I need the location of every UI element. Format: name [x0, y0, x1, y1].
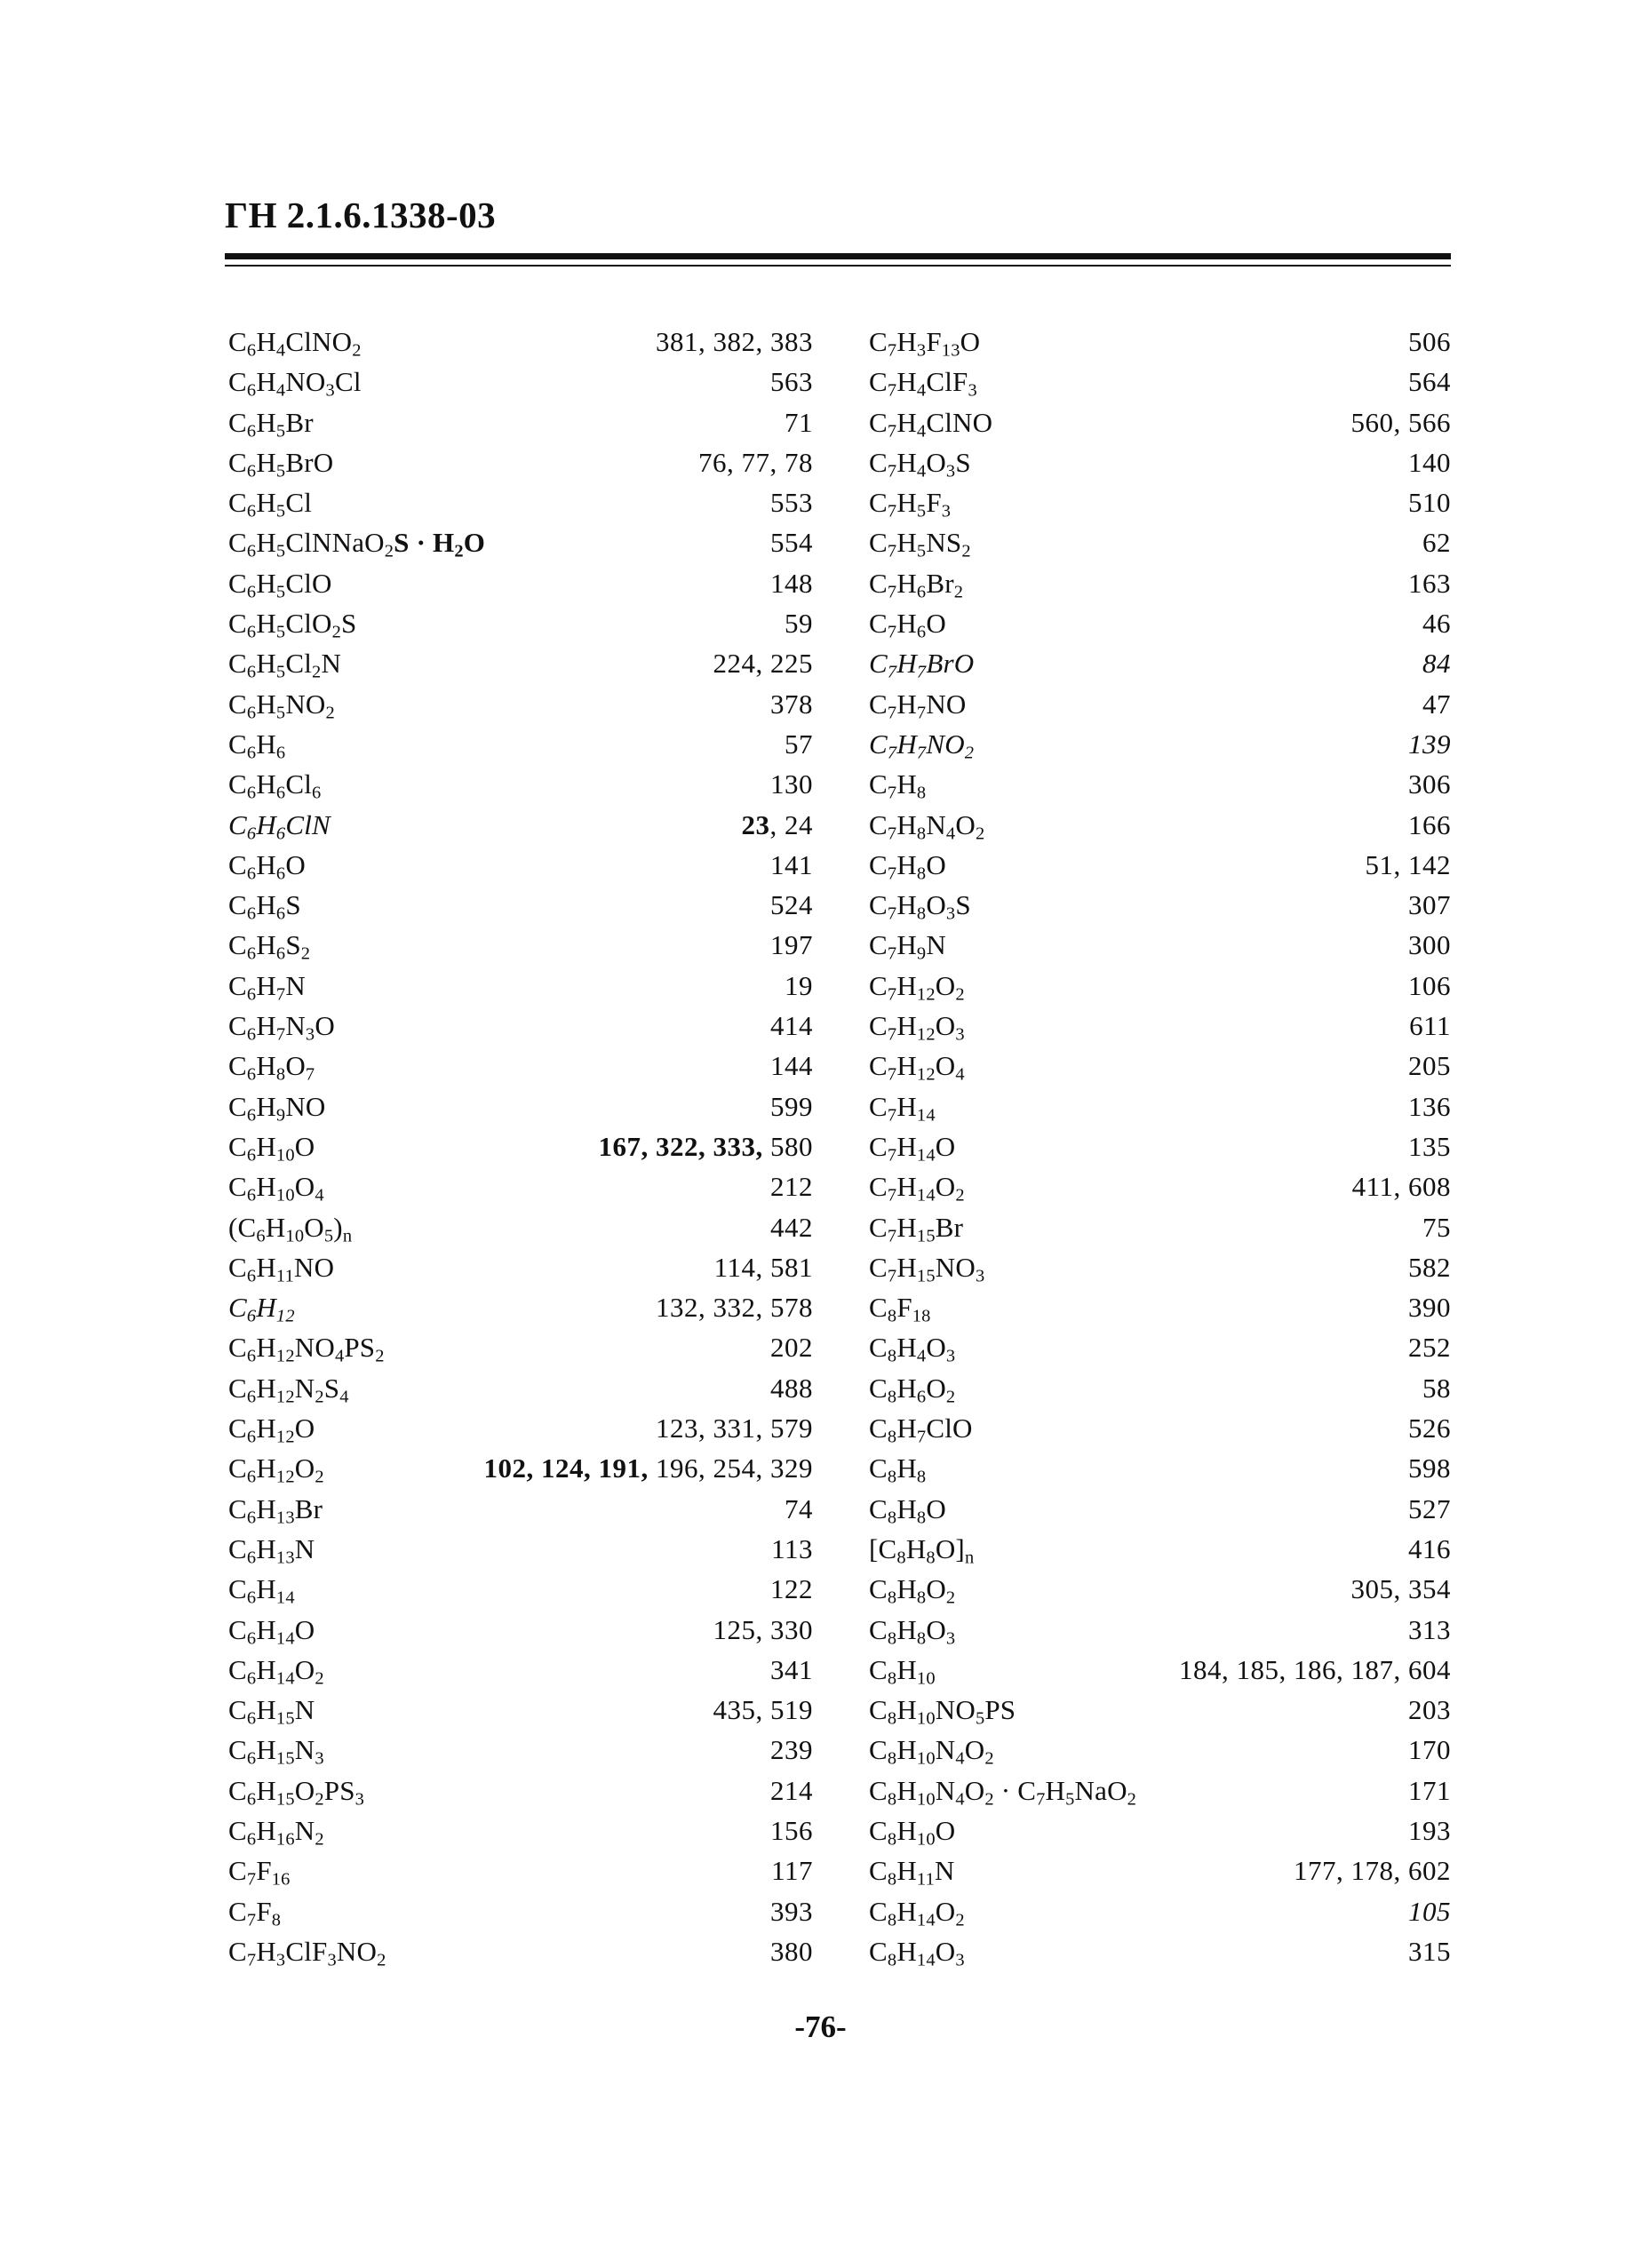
- entry-numbers: 130: [770, 768, 813, 800]
- entry-numbers: 171: [1408, 1774, 1451, 1806]
- chemical-formula: $C_6H_5Cl_2N$: [228, 648, 342, 683]
- index-entry-row: [869, 1327, 1451, 1367]
- index-entry-row: [869, 1931, 1451, 1971]
- entry-numbers: 135: [1408, 1130, 1451, 1162]
- document-code-title: ГН 2.1.6.1338-03: [225, 195, 497, 235]
- formula-index-right-column: [869, 322, 1451, 1971]
- index-entry-row: [869, 522, 1451, 562]
- index-entry-row: [228, 805, 813, 845]
- entry-numbers: 62: [1422, 527, 1451, 559]
- chemical-formula: $C_6H_6ClN$: [228, 808, 331, 844]
- entry-numbers: 212: [770, 1171, 813, 1203]
- chemical-formula: $C_6H_6Cl_6$: [228, 768, 322, 803]
- entry-numbers: 306: [1408, 768, 1451, 800]
- chemical-formula: $C_6H_5ClNNaO_2S \cdot H_2O$: [228, 527, 486, 562]
- index-entry-row: [228, 764, 813, 804]
- entry-numbers: 136: [1408, 1090, 1451, 1122]
- chemical-formula: $C_7H_6Br_2$: [869, 567, 964, 602]
- index-entry-row: [228, 1650, 813, 1690]
- entry-numbers: 167, 322, 333, 580: [598, 1130, 813, 1162]
- index-entry-row: [228, 966, 813, 1006]
- chemical-formula: $C_8H_8O$: [869, 1492, 946, 1528]
- index-entry-row: [228, 1850, 813, 1890]
- entry-numbers: 390: [1408, 1292, 1451, 1324]
- chemical-formula: $C_7H_{12}O_2$: [869, 969, 965, 1005]
- entry-numbers: 156: [770, 1814, 813, 1846]
- header-rule-thick: [225, 253, 1451, 259]
- entry-numbers: 141: [770, 848, 813, 880]
- entry-numbers: 125, 330: [713, 1613, 813, 1645]
- chemical-formula: $C_6H_5ClO_2S$: [228, 608, 357, 642]
- index-entry-row: [869, 1810, 1451, 1850]
- index-entry-row: [869, 1408, 1451, 1448]
- entry-numbers: 122: [770, 1573, 813, 1605]
- entry-numbers: 414: [770, 1010, 813, 1042]
- chemical-formula: $C_6H_4ClNO_2$: [228, 326, 362, 361]
- chemical-formula: $C_7H_8$: [869, 768, 927, 803]
- chemical-formula: $C_8H_{11}N$: [869, 1855, 955, 1890]
- chemical-formula: $C_6H_{12}N_2S_4$: [228, 1372, 349, 1407]
- entry-numbers: 305, 354: [1350, 1573, 1451, 1605]
- entry-numbers: 598: [1408, 1452, 1451, 1484]
- index-entry-row: [869, 1569, 1451, 1609]
- entry-numbers: 435, 519: [713, 1694, 813, 1726]
- chemical-formula: $C_8H_{10}O$: [869, 1814, 956, 1850]
- entry-numbers: 74: [785, 1492, 813, 1524]
- index-entry-row: [228, 885, 813, 925]
- index-entry-row: [228, 925, 813, 965]
- chemical-formula: $C_8H_8O_2$: [869, 1573, 956, 1608]
- index-entry-row: [869, 1730, 1451, 1770]
- index-entry-row: [869, 1006, 1451, 1046]
- entry-numbers: 381, 382, 383: [656, 326, 813, 357]
- entry-numbers: 563: [770, 366, 813, 398]
- index-entry-row: [869, 322, 1451, 362]
- chemical-formula: $C_6H_{14}O$: [228, 1613, 315, 1649]
- entry-numbers: 197: [770, 929, 813, 961]
- chemical-formula: $C_6H_{12}O$: [228, 1413, 315, 1447]
- entry-numbers: 564: [1408, 366, 1451, 398]
- chemical-formula: $C_7H_7BrO$: [869, 648, 975, 683]
- entry-numbers: 117: [771, 1855, 813, 1887]
- header-rule-thin: [225, 265, 1451, 267]
- entry-numbers: 510: [1408, 487, 1451, 519]
- entry-numbers: 105: [1408, 1895, 1451, 1927]
- entry-numbers: 148: [770, 567, 813, 599]
- chemical-formula: $C_8H_{10}N_4O_2$: [869, 1734, 994, 1770]
- chemical-formula: $C_6H_8O_7$: [228, 1050, 315, 1086]
- chemical-formula: $C_6H_6S_2$: [228, 929, 311, 965]
- entry-numbers: 102, 124, 191, 196, 254, 329: [483, 1452, 813, 1484]
- index-entry-row: [869, 845, 1451, 885]
- chemical-formula: $C_7H_8N_4O_2$: [869, 808, 985, 844]
- index-entry-row: [228, 1006, 813, 1046]
- index-entry-row: [869, 1650, 1451, 1690]
- entry-numbers: 341: [770, 1653, 813, 1685]
- index-entry-row: [869, 1610, 1451, 1650]
- index-entry-row: [228, 1126, 813, 1166]
- index-entry-row: [228, 1287, 813, 1327]
- index-entry-row: [869, 643, 1451, 683]
- chemical-formula: $C_7H_9N$: [869, 929, 946, 965]
- index-entry-row: [869, 724, 1451, 764]
- entry-numbers: 300: [1408, 929, 1451, 961]
- entry-numbers: 506: [1408, 326, 1451, 357]
- index-entry-row: [228, 402, 813, 442]
- chemical-formula: $[C_8H_8O]_n$: [869, 1532, 975, 1568]
- chemical-formula: $C_6H_6$: [228, 728, 286, 763]
- chemical-formula: $C_6H_{10}O_4$: [228, 1171, 324, 1206]
- chemical-formula: $C_8H_{10}NO_5PS$: [869, 1694, 1016, 1729]
- index-entry-row: [869, 603, 1451, 643]
- chemical-formula: $C_7H_{12}O_4$: [869, 1050, 965, 1086]
- entry-numbers: 113: [771, 1532, 813, 1564]
- index-entry-row: [869, 563, 1451, 603]
- entry-numbers: 524: [770, 889, 813, 921]
- chemical-formula: $C_6H_{15}N_3$: [228, 1734, 324, 1770]
- entry-numbers: 57: [785, 728, 813, 760]
- index-entry-row: [228, 1810, 813, 1850]
- index-entry-row: [228, 1690, 813, 1730]
- chemical-formula: $C_6H_{16}N_2$: [228, 1814, 324, 1850]
- index-entry-row: [228, 482, 813, 522]
- entry-numbers: 177, 178, 602: [1294, 1855, 1451, 1887]
- entry-numbers: 51, 142: [1365, 848, 1451, 880]
- entry-numbers: 560, 566: [1350, 406, 1451, 438]
- index-entry-row: [869, 684, 1451, 724]
- index-entry-row: [869, 1368, 1451, 1408]
- chemical-formula: $C_7H_7NO$: [869, 688, 967, 723]
- entry-numbers: 76, 77, 78: [698, 446, 813, 478]
- entry-numbers: 202: [770, 1332, 813, 1364]
- chemical-formula: $C_8H_{10}N_4O_2 \cdot C_7H_5NaO_2$: [869, 1774, 1137, 1810]
- chemical-formula: $C_6H_5NO_2$: [228, 688, 335, 723]
- chemical-formula: $C_7H_3F_{13}O$: [869, 326, 981, 361]
- chemical-formula: $C_6H_7N$: [228, 969, 306, 1005]
- index-entry-row: [869, 1046, 1451, 1086]
- index-entry-row: [228, 1891, 813, 1931]
- index-entry-row: [228, 724, 813, 764]
- chemical-formula: $C_7H_4ClNO$: [869, 406, 993, 442]
- page-number: -76-: [794, 2009, 847, 2044]
- entry-numbers: 599: [770, 1090, 813, 1122]
- entry-numbers: 307: [1408, 889, 1451, 921]
- entry-numbers: 47: [1422, 688, 1451, 720]
- chemical-formula: $C_8H_{14}O_2$: [869, 1895, 965, 1930]
- entry-numbers: 163: [1408, 567, 1451, 599]
- index-entry-row: [228, 603, 813, 643]
- index-entry-row: [869, 442, 1451, 482]
- chemical-formula: $C_7H_4ClF_3$: [869, 366, 977, 402]
- chemical-formula: $C_6H_{12}O_2$: [228, 1452, 324, 1488]
- index-entry-row: [228, 1247, 813, 1287]
- entry-numbers: 193: [1408, 1814, 1451, 1846]
- index-entry-row: [228, 1569, 813, 1609]
- index-entry-row: [869, 885, 1451, 925]
- chemical-formula: $C_7H_8O$: [869, 848, 946, 884]
- chemical-formula: $C_6H_{15}N$: [228, 1694, 315, 1729]
- index-entry-row: [228, 845, 813, 885]
- chemical-formula: $C_8H_7ClO$: [869, 1413, 973, 1447]
- index-entry-row: [869, 764, 1451, 804]
- index-entry-row: [228, 442, 813, 482]
- chemical-formula: $C_6H_{13}N$: [228, 1532, 315, 1568]
- index-entry-row: [869, 1207, 1451, 1247]
- chemical-formula: $C_8H_{14}O_3$: [869, 1935, 965, 1970]
- index-entry-row: [869, 1247, 1451, 1287]
- chemical-formula: $C_7H_4O_3S$: [869, 446, 971, 481]
- chemical-formula: $C_8H_8O_3$: [869, 1613, 956, 1649]
- index-entry-row: [228, 643, 813, 683]
- chemical-formula: $C_7H_{15}Br$: [869, 1211, 964, 1246]
- entry-numbers: 554: [770, 527, 813, 559]
- chemical-formula: $C_6H_{14}$: [228, 1573, 295, 1608]
- entry-numbers: 184, 185, 186, 187, 604: [1179, 1653, 1451, 1685]
- entry-numbers: 214: [770, 1774, 813, 1806]
- entry-numbers: 611: [1409, 1010, 1451, 1042]
- entry-numbers: 144: [770, 1050, 813, 1082]
- index-entry-row: [228, 522, 813, 562]
- index-entry-row: [228, 1327, 813, 1367]
- chemical-formula: $C_6H_{14}O_2$: [228, 1653, 324, 1689]
- entry-numbers: 393: [770, 1895, 813, 1927]
- entry-numbers: 553: [770, 487, 813, 519]
- chemical-formula: $C_6H_5Br$: [228, 406, 314, 442]
- chemical-formula: $C_6H_{13}Br$: [228, 1492, 323, 1528]
- index-entry-row: [869, 1126, 1451, 1166]
- chemical-formula: $C_7H_3ClF_3NO_2$: [228, 1935, 386, 1970]
- chemical-formula: $C_6H_6O$: [228, 848, 306, 884]
- entry-numbers: 170: [1408, 1734, 1451, 1766]
- chemical-formula: $C_6H_{12}NO_4PS_2$: [228, 1332, 385, 1367]
- index-entry-row: [869, 402, 1451, 442]
- entry-numbers: 58: [1422, 1372, 1451, 1404]
- index-entry-row: [869, 1086, 1451, 1126]
- index-entry-row: [228, 1610, 813, 1650]
- chemical-formula: $(C_6H_{10}O_5)_n$: [228, 1211, 353, 1246]
- chemical-formula: $C_8F_{18}$: [869, 1292, 931, 1326]
- entry-numbers: 123, 331, 579: [656, 1413, 813, 1444]
- entry-numbers: 84: [1422, 648, 1451, 680]
- entry-numbers: 75: [1422, 1211, 1451, 1243]
- index-entry-row: [869, 1690, 1451, 1730]
- chemical-formula: $C_7H_{12}O_3$: [869, 1010, 965, 1045]
- entry-numbers: 139: [1408, 728, 1451, 760]
- chemical-formula: $C_7H_{14}O$: [869, 1130, 956, 1166]
- chemical-formula: $C_6H_{10}O$: [228, 1130, 315, 1166]
- chemical-formula: $C_7F_8$: [228, 1895, 282, 1930]
- chemical-formula: $C_6H_{11}NO$: [228, 1251, 335, 1286]
- chemical-formula: $C_6H_5Cl$: [228, 487, 313, 521]
- entry-numbers: 23, 24: [741, 808, 813, 840]
- entry-numbers: 526: [1408, 1413, 1451, 1444]
- index-entry-row: [869, 482, 1451, 522]
- entry-numbers: 140: [1408, 446, 1451, 478]
- index-entry-row: [228, 1368, 813, 1408]
- entry-numbers: 46: [1422, 608, 1451, 640]
- entry-numbers: 380: [770, 1935, 813, 1967]
- index-entry-row: [869, 925, 1451, 965]
- entry-numbers: 166: [1408, 808, 1451, 840]
- entry-numbers: 442: [770, 1211, 813, 1243]
- chemical-formula: $C_8H_{10}$: [869, 1653, 936, 1689]
- chemical-formula: $C_7H_{15}NO_3$: [869, 1251, 985, 1286]
- chemical-formula: $C_7H_7NO_2$: [869, 728, 975, 763]
- chemical-formula: $C_7H_5NS_2$: [869, 527, 971, 562]
- index-entry-row: [228, 1931, 813, 1971]
- index-entry-row: [869, 1448, 1451, 1488]
- chemical-formula: $C_8H_8$: [869, 1452, 927, 1488]
- entry-numbers: 203: [1408, 1694, 1451, 1726]
- index-entry-row: [869, 1166, 1451, 1206]
- chemical-formula: $C_8H_6O_2$: [869, 1372, 956, 1407]
- entry-numbers: 416: [1408, 1532, 1451, 1564]
- index-entry-row: [228, 1166, 813, 1206]
- chemical-formula: $C_6H_6S$: [228, 889, 301, 924]
- index-entry-row: [869, 966, 1451, 1006]
- chemical-formula: $C_6H_7N_3O$: [228, 1010, 335, 1045]
- entry-numbers: 252: [1408, 1332, 1451, 1364]
- index-entry-row: [869, 1891, 1451, 1931]
- entry-numbers: 411, 608: [1351, 1171, 1451, 1203]
- entry-numbers: 239: [770, 1734, 813, 1766]
- index-entry-row: [228, 1529, 813, 1569]
- entry-numbers: 224, 225: [713, 648, 813, 680]
- entry-numbers: 378: [770, 688, 813, 720]
- formula-index-left-column: [228, 322, 813, 1971]
- entry-numbers: 132, 332, 578: [656, 1292, 813, 1324]
- index-entry-row: [869, 362, 1451, 402]
- index-entry-row: [228, 1207, 813, 1247]
- index-entry-row: [869, 1489, 1451, 1529]
- index-entry-row: [869, 1850, 1451, 1890]
- chemical-formula: $C_7H_{14}O_2$: [869, 1171, 965, 1206]
- index-entry-row: [869, 1287, 1451, 1327]
- chemical-formula: $C_7H_5F_3$: [869, 487, 952, 521]
- chemical-formula: $C_7H_{14}$: [869, 1090, 936, 1126]
- chemical-formula: $C_6H_5BrO$: [228, 446, 334, 481]
- chemical-formula: $C_6H_9NO$: [228, 1090, 326, 1126]
- chemical-formula: $C_6H_5ClO$: [228, 567, 332, 602]
- index-entry-row: [228, 1046, 813, 1086]
- entry-numbers: 19: [785, 969, 813, 1001]
- entry-numbers: 71: [785, 406, 813, 438]
- index-entry-row: [869, 1529, 1451, 1569]
- entry-numbers: 582: [1408, 1251, 1451, 1283]
- index-entry-row: [228, 1489, 813, 1529]
- index-entry-row: [869, 805, 1451, 845]
- entry-numbers: 106: [1408, 969, 1451, 1001]
- chemical-formula: $C_7H_6O$: [869, 608, 946, 642]
- entry-numbers: 488: [770, 1372, 813, 1404]
- entry-numbers: 205: [1408, 1050, 1451, 1082]
- chemical-formula: $C_7F_{16}$: [228, 1855, 291, 1890]
- index-entry-row: [228, 322, 813, 362]
- entry-numbers: 114, 581: [713, 1251, 813, 1283]
- index-entry-row: [869, 1771, 1451, 1810]
- index-entry-row: [228, 1086, 813, 1126]
- index-entry-row: [228, 1448, 813, 1488]
- index-entry-row: [228, 1408, 813, 1448]
- index-entry-row: [228, 684, 813, 724]
- chemical-formula: $C_7H_8O_3S$: [869, 889, 971, 924]
- chemical-formula: $C_6H_{12}$: [228, 1292, 295, 1326]
- index-entry-row: [228, 563, 813, 603]
- chemical-formula: $C_6H_4NO_3Cl$: [228, 366, 362, 402]
- chemical-formula: $C_8H_4O_3$: [869, 1332, 956, 1367]
- index-entry-row: [228, 1771, 813, 1810]
- entry-numbers: 315: [1408, 1935, 1451, 1967]
- chemical-formula: $C_6H_{15}O_2PS_3$: [228, 1774, 365, 1810]
- entry-numbers: 527: [1408, 1492, 1451, 1524]
- entry-numbers: 59: [785, 608, 813, 640]
- entry-numbers: 313: [1408, 1613, 1451, 1645]
- index-entry-row: [228, 1730, 813, 1770]
- index-entry-row: [228, 362, 813, 402]
